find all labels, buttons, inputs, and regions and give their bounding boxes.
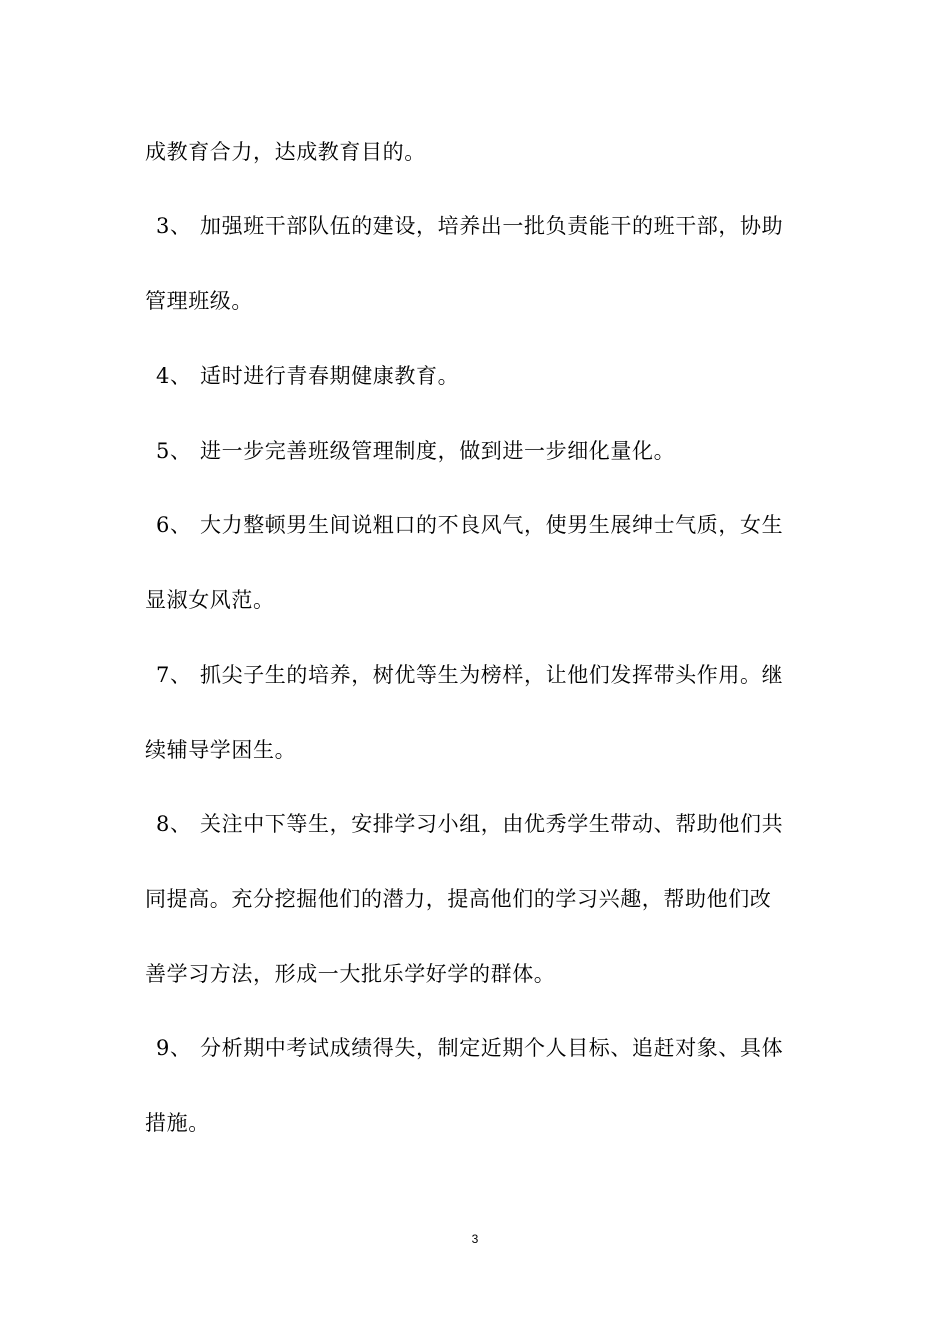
line-text: 成教育合力，达成教育目的。 [145,140,426,164]
text-line [145,885,771,913]
line-text: 善学习方法，形成一大批乐学好学的群体。 [145,962,556,986]
list-item [156,362,459,390]
text-line [145,1109,210,1137]
line-text: 加强班干部队伍的建设，培养出一批负责能干的班干部，协助 [200,214,784,238]
list-item-number: 8、 [156,812,192,836]
text-line [145,287,253,315]
list-item [156,661,783,689]
line-text: 抓尖子生的培养，树优等生为榜样，让他们发挥带头作用。继 [200,663,784,687]
list-item-number: 9、 [156,1036,192,1060]
list-item [156,437,675,465]
list-item [156,511,783,539]
line-text: 同提高。充分挖掘他们的潜力，提高他们的学习兴趣，帮助他们改 [145,887,772,911]
line-text: 措施。 [145,1111,210,1135]
list-item [156,212,783,240]
line-text: 显淑女风范。 [145,588,275,612]
list-item-number: 6、 [156,513,192,537]
text-line [145,960,555,988]
list-item [156,1034,783,1062]
line-text: 进一步完善班级管理制度，做到进一步细化量化。 [200,439,676,463]
list-item-number: 3、 [156,214,192,238]
line-text: 关注中下等生，安排学习小组，由优秀学生带动、帮助他们共 [200,812,784,836]
line-text: 适时进行青春期健康教育。 [200,364,460,388]
text-line [145,736,296,764]
text-line [145,586,275,614]
page-number: 3 [471,1232,479,1246]
line-text: 管理班级。 [145,289,253,313]
line-text: 大力整顿男生间说粗口的不良风气，使男生展绅士气质，女生 [200,513,784,537]
list-item-number: 4、 [156,364,192,388]
text-line [145,138,426,166]
list-item-number: 7、 [156,663,192,687]
list-item-number: 5、 [156,439,192,463]
line-text: 续辅导学困生。 [145,738,297,762]
line-text: 分析期中考试成绩得失，制定近期个人目标、追赶对象、具体 [200,1036,784,1060]
list-item [156,810,783,838]
